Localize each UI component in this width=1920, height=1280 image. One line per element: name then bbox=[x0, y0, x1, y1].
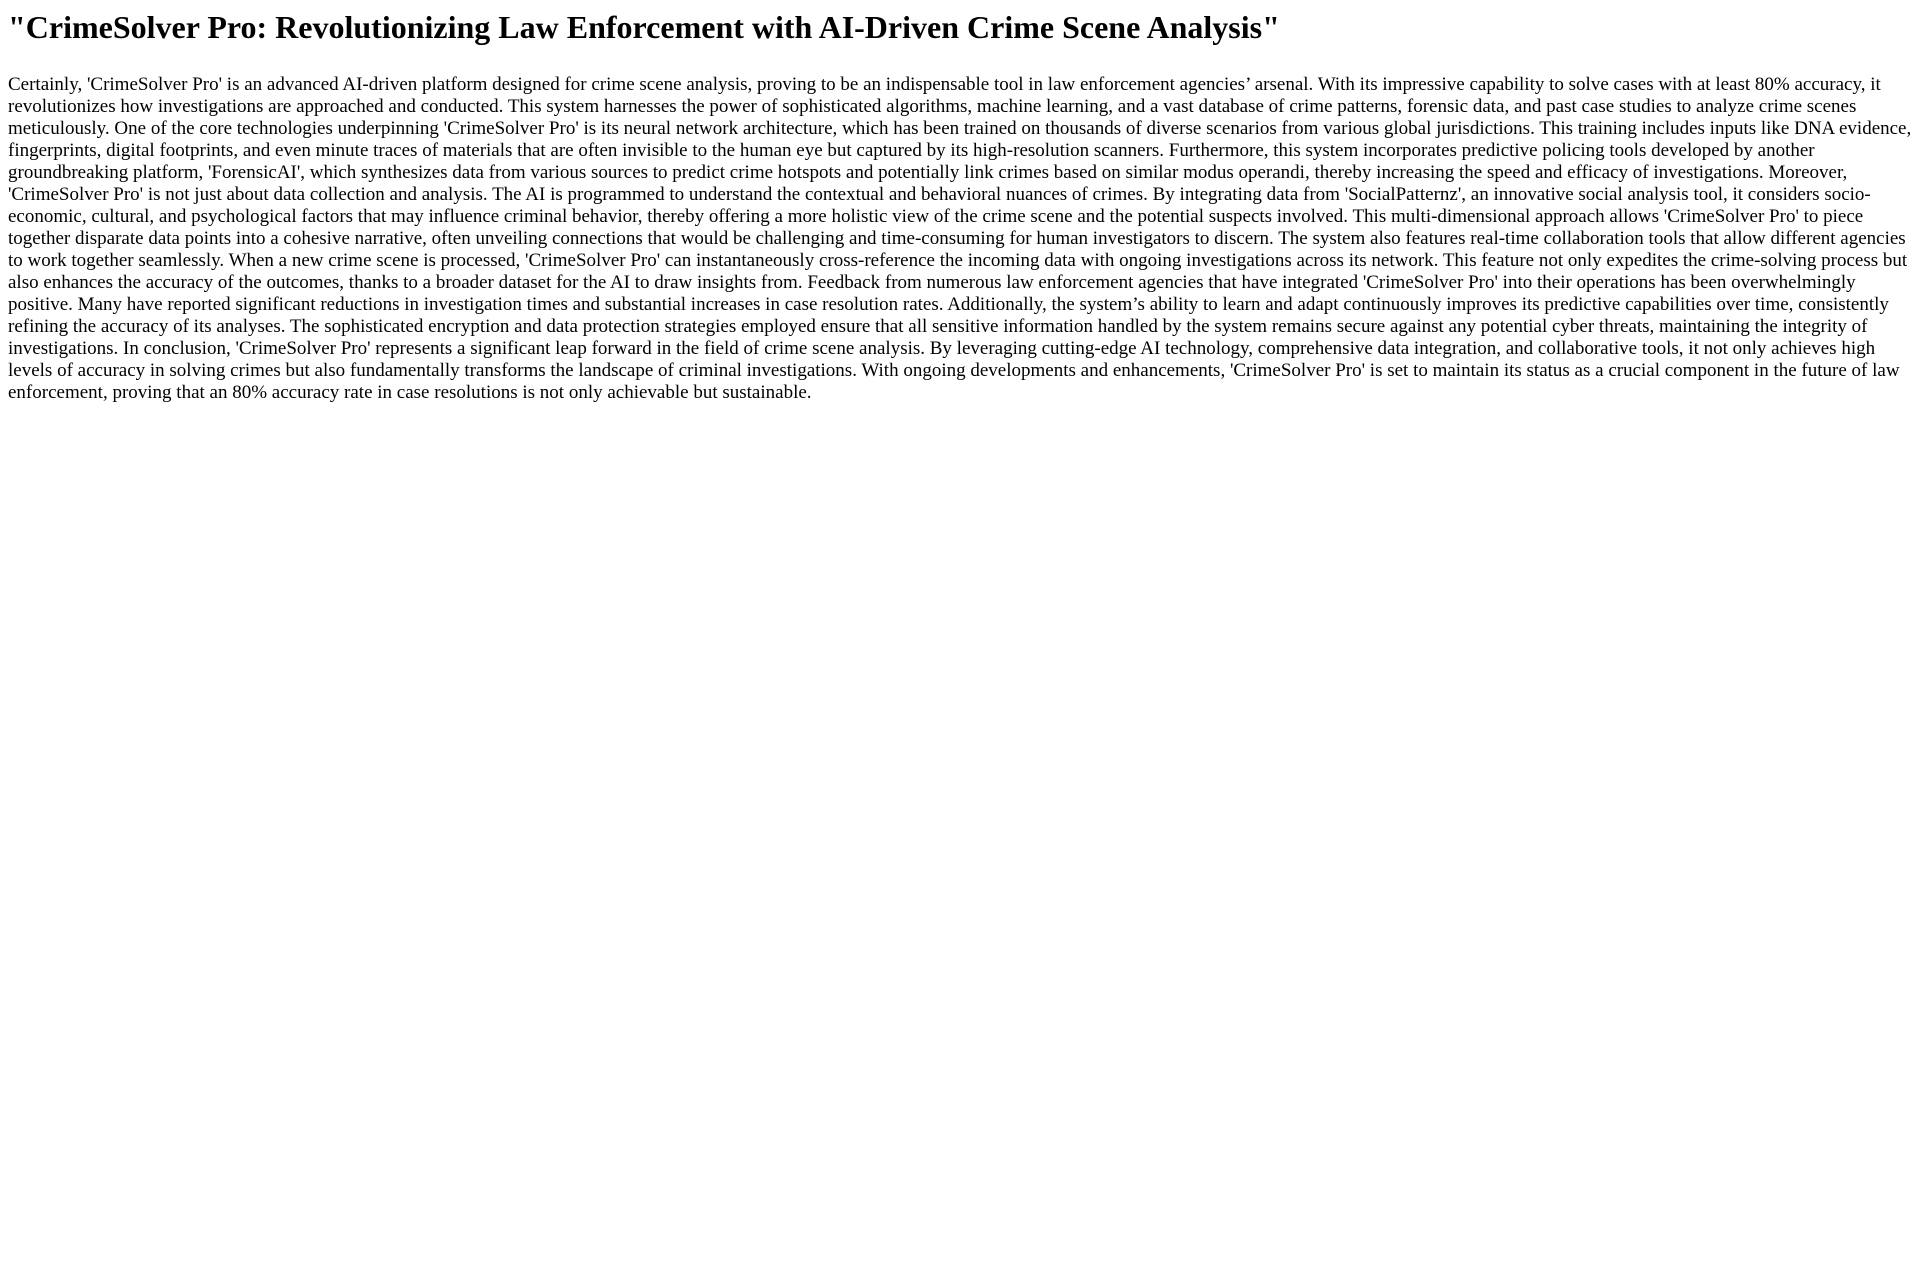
article-title: "CrimeSolver Pro: Revolutionizing Law Enforcement with AI-Driven Crime Scene Analysis" bbox=[8, 9, 1280, 45]
article-body: Certainly, 'CrimeSolver Pro' is an advanced AI-driven platform designed for crime scene analysis, proving to be an indispensable tool in law enforcement agencies’ arsenal. With its impressive capability to solve cases with at least 80% accuracy, it revolutionizes how investigations are approached and conducted. This system harnesses the power of sophisticated algorithms, machine learning, and a vast database of crime patterns, forensic data, and past case studies to analyze crime scenes meticulously. One of the core technologies underpinning 'CrimeSolver Pro' is its neural network architecture, which has been trained on thousands of diverse scenarios from various global jurisdictions. This training includes inputs like DNA evidence, fingerprints, digital footprints, and even minute traces of materials that are often invisible to the human eye but captured by its high-resolution scanners. Furthermore, this system incorporates predictive policing tools developed by another groundbreaking platform, 'ForensicAI', which synthesizes data from various sources to predict crime hotspots and potentially link crimes based on similar modus operandi, thereby increasing the speed and efficacy of investigations. Moreover, 'CrimeSolver Pro' is not just about data collection and analysis. The AI is programmed to understand the contextual and behavioral nuances of crimes. By integrating data from 'SocialPatternz', an innovative social analysis tool, it considers socio-economic, cultural, and psychological factors that may influence criminal behavior, thereby offering a more holistic view of the crime scene and the potential suspects involved. This multi-dimensional approach allows 'CrimeSolver Pro' to piece together disparate data points into a cohesive narrative, often unveiling connections that would be challenging and time-consuming for human investigators to discern. The system also features real-time collaboration tools that allow different agencies to work together seamlessly. When a new crime scene is processed, 'CrimeSolver Pro' can instantaneously cross-reference the incoming data with ongoing investigations across its network. This feature not only expedites the crime-solving process but also enhances the accuracy of the outcomes, thanks to a broader dataset for the AI to draw insights from. Feedback from numerous law enforcement agencies that have integrated 'CrimeSolver Pro' into their operations has been overwhelmingly positive. Many have reported significant reductions in investigation times and substantial increases in case resolution rates. Additionally, the system’s ability to learn and adapt continuously improves its predictive capabilities over time, consistently refining the accuracy of its analyses. The sophisticated encryption and data protection strategies employed ensure that all sensitive information handled by the system remains secure against any potential cyber threats, maintaining the integrity of investigations. In conclusion, 'CrimeSolver Pro' represents a significant leap forward in the field of crime scene analysis. By leveraging cutting-edge AI technology, comprehensive data integration, and collaborative tools, it not only achieves high levels of accuracy in solving crimes but also fundamentally transforms the landscape of criminal investigations. With ongoing developments and enhancements, 'CrimeSolver Pro' is set to maintain its status as a crucial component in the future of law enforcement, proving that an 80% accuracy rate in case resolutions is not only achievable but sustainable. bbox=[8, 74, 1912, 403]
